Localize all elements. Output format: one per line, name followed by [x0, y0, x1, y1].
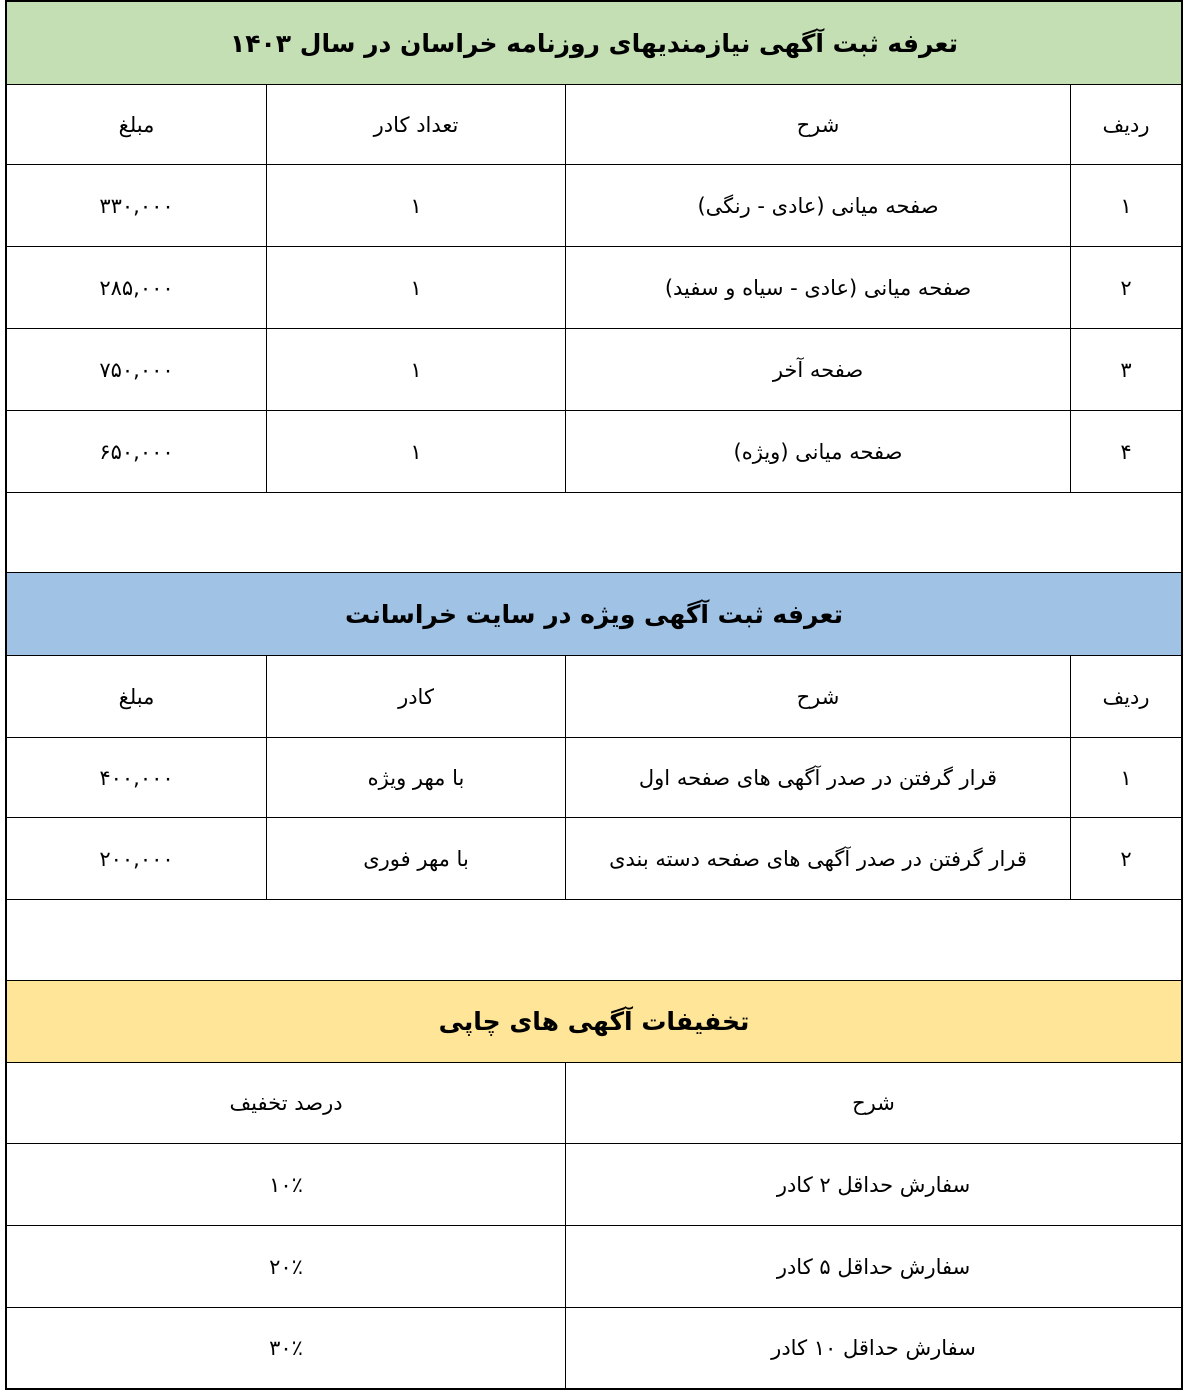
section3-header: [5, 981, 1183, 1063]
col-row-header: ردیف: [1070, 656, 1181, 737]
price-cell: ۷۵۰,۰۰۰: [99, 357, 174, 382]
section2-title: تعرفه ثبت آگهی ویژه در سایت خراسانت: [345, 599, 844, 629]
row-number-cell: ۲: [1070, 818, 1181, 899]
section1-header: [5, 0, 1183, 85]
section2-header: [5, 573, 1183, 656]
desc-cell: قرار گرفتن در صدر آگهی های صفحه دسته بندی: [565, 818, 1070, 899]
col-price-header: مبلغ: [118, 112, 155, 137]
price-cell: ۲۰۰,۰۰۰: [99, 846, 174, 871]
desc-cell: سفارش حداقل ۲ کادر: [565, 1144, 1181, 1225]
col-desc-header: شرح: [565, 85, 1070, 164]
desc-cell: قرار گرفتن در صدر آگهی های صفحه اول: [565, 738, 1070, 817]
price-cell: ۴۰۰,۰۰۰: [99, 765, 174, 790]
table-row: [5, 247, 1183, 329]
col-discount-header: درصد تخفیف: [229, 1091, 343, 1115]
table-row: [5, 1144, 1183, 1226]
table-row: [5, 1308, 1183, 1390]
col-desc-header: شرح: [565, 656, 1070, 737]
price-cell: ۳۳۰,۰۰۰: [99, 193, 174, 218]
desc-cell: سفارش حداقل ۵ کادر: [565, 1226, 1181, 1307]
desc-cell: صفحه میانی (عادی - سیاه و سفید): [565, 247, 1070, 328]
table-row: [5, 818, 1183, 900]
discount-cell: ۱۰٪: [269, 1172, 303, 1197]
col-row-header: ردیف: [1070, 85, 1181, 164]
count-cell: ۱: [266, 247, 565, 328]
row-number-cell: ۴: [1070, 411, 1181, 492]
col-count-header: تعداد کادر: [266, 85, 565, 164]
spacer-row: [5, 493, 1183, 573]
count-cell: ۱: [266, 165, 565, 246]
desc-cell: صفحه میانی (عادی - رنگی): [565, 165, 1070, 246]
table-row: [5, 411, 1183, 493]
desc-cell: صفحه آخر: [565, 329, 1070, 410]
col-frame-header: کادر: [266, 656, 565, 737]
desc-cell: صفحه میانی (ویژه): [565, 411, 1070, 492]
section1-column-header: [5, 85, 1183, 165]
discount-cell: ۳۰٪: [269, 1336, 303, 1360]
section3-title: تخفیفات آگهی های چاپی: [438, 1007, 750, 1036]
desc-cell: سفارش حداقل ۱۰ کادر: [565, 1308, 1181, 1388]
col-price-header: مبلغ: [118, 684, 155, 709]
section2-column-header: [5, 656, 1183, 738]
spacer-row: [5, 900, 1183, 981]
table-row: [5, 329, 1183, 411]
col-desc-header: شرح: [565, 1063, 1181, 1143]
section1-title: تعرفه ثبت آگهی نیازمندیهای روزنامه خراسان در سال ۱۴۰۳: [230, 28, 958, 58]
section3-column-header: [5, 1063, 1183, 1144]
frame-cell: با مهر ویژه: [266, 738, 565, 817]
table-row: [5, 165, 1183, 247]
row-number-cell: ۳: [1070, 329, 1181, 410]
count-cell: ۱: [266, 329, 565, 410]
price-cell: ۶۵۰,۰۰۰: [99, 439, 174, 464]
table-row: [5, 738, 1183, 818]
price-cell: ۲۸۵,۰۰۰: [99, 275, 174, 300]
row-number-cell: ۲: [1070, 247, 1181, 328]
count-cell: ۱: [266, 411, 565, 492]
discount-cell: ۲۰٪: [269, 1254, 303, 1279]
row-number-cell: ۱: [1070, 165, 1181, 246]
table-row: [5, 1226, 1183, 1308]
row-number-cell: ۱: [1070, 738, 1181, 817]
frame-cell: با مهر فوری: [266, 818, 565, 899]
